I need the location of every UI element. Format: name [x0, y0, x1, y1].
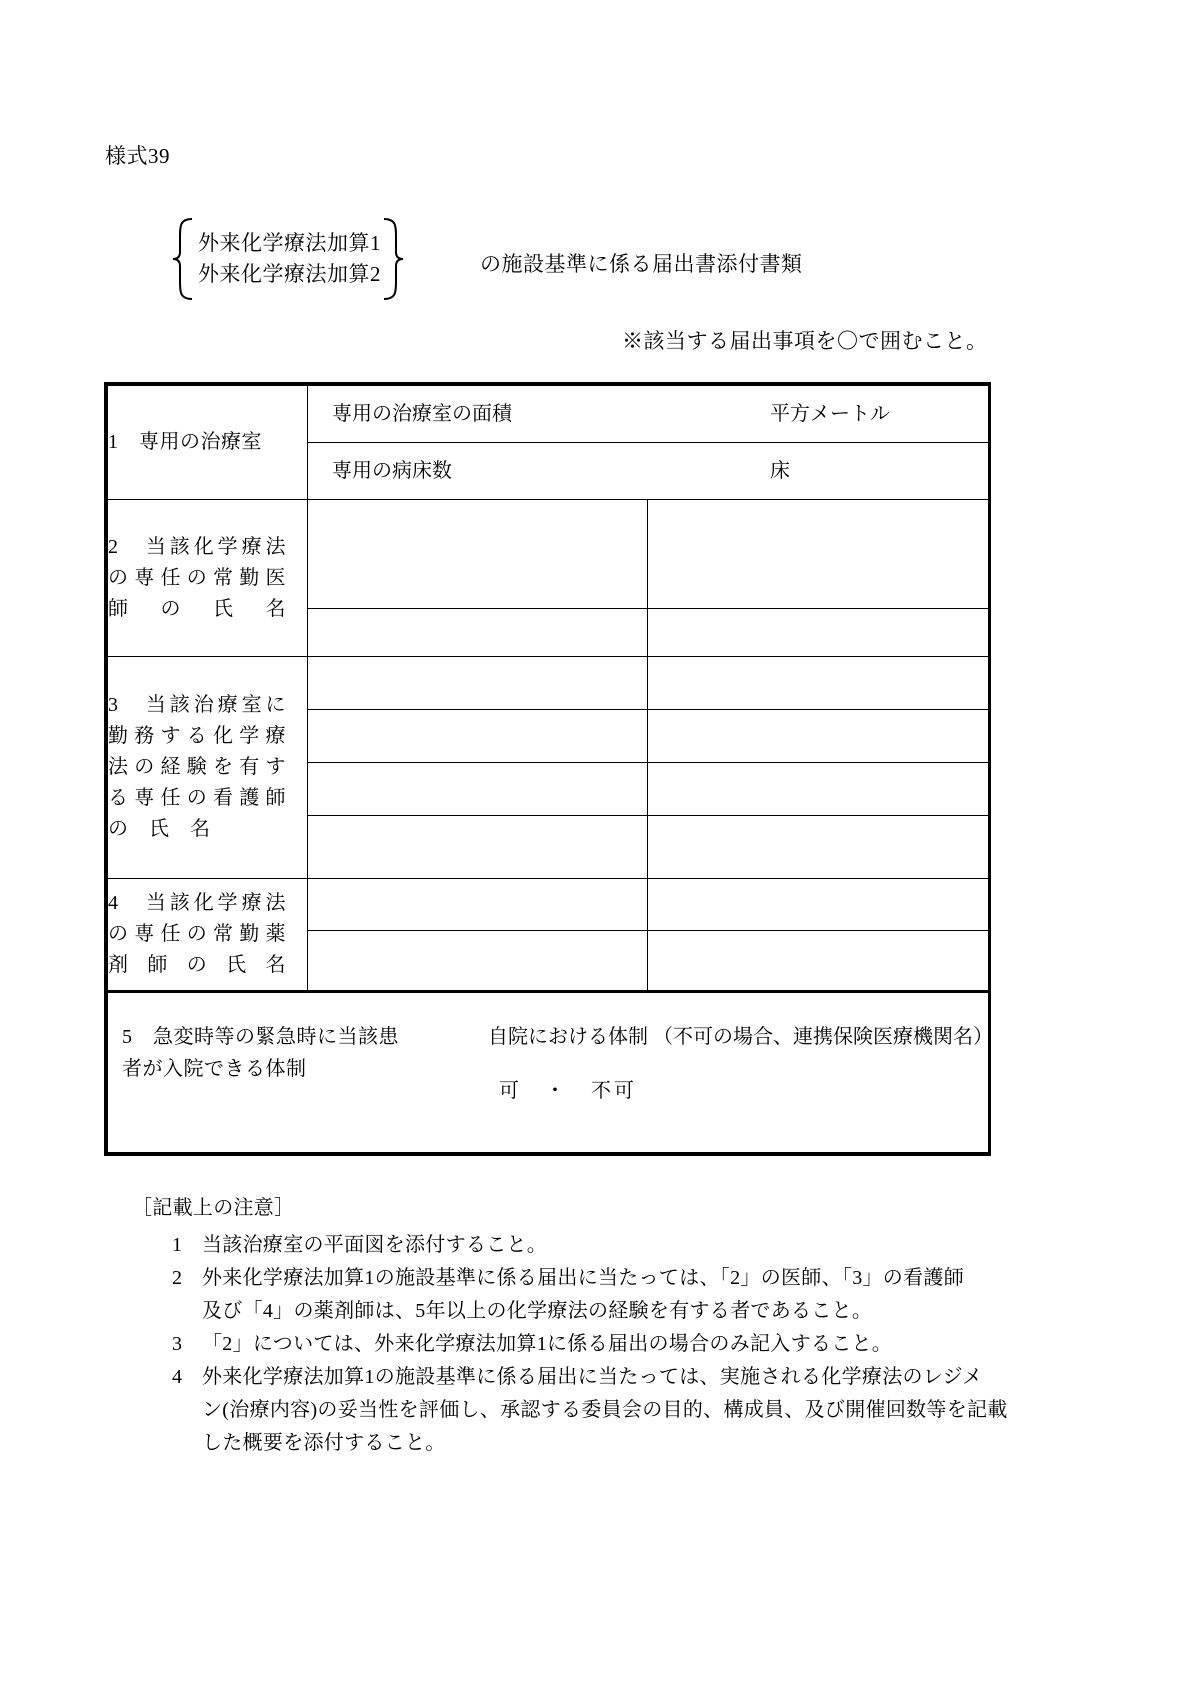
row3-field-right-2[interactable] — [648, 709, 989, 762]
row4-field-left-2[interactable] — [308, 931, 648, 991]
row5-partner-label: （不可の場合、連携保険医療機関名） — [653, 1025, 993, 1048]
row1-beds-unit: 床 — [770, 459, 790, 482]
benefit-options — [198, 228, 398, 290]
table-row — [108, 386, 989, 500]
row1-area-line — [308, 386, 988, 443]
note-line: 「2」については、外来化学療法加算1に係る届出の場合のみ記入すること。 — [202, 1333, 893, 1355]
note-line: 及び「4」の薬剤師は、5年以上の化学療法の経験を有する者であること。 — [202, 1300, 873, 1322]
note-number: 2 — [172, 1267, 183, 1289]
row3-label-line-4: る専任の看護師 — [108, 786, 286, 809]
note-number: 3 — [172, 1333, 183, 1355]
row3-label-line-1: 3 当該治療室に — [108, 693, 286, 716]
note-item — [172, 1229, 1022, 1262]
note-line: した概要を添付すること。 — [202, 1432, 446, 1454]
row5-mid-label: 自院における体制 — [488, 1025, 648, 1048]
row1-beds-line — [308, 443, 988, 499]
facility-standards-table — [104, 382, 991, 1156]
note-line: 当該治療室の平面図を添付すること。 — [202, 1234, 548, 1256]
note-text — [202, 1262, 1022, 1328]
note-text — [202, 1328, 1022, 1361]
notes-title: ［記載上の注意］ — [132, 1197, 295, 1219]
row5-internal-system — [448, 1021, 688, 1107]
note-number: 4 — [172, 1366, 183, 1388]
note-line: 外来化学療法加算1の施設基準に係る届出に当たっては、実施される化学療法のレジメ — [202, 1366, 983, 1388]
row2-label-line-1: 2 当該化学療法 — [108, 535, 286, 558]
row3-field-left-2[interactable] — [308, 709, 648, 762]
row3-label-line-5: の 氏 名 — [108, 817, 211, 840]
row2-label-cell — [108, 499, 308, 656]
note-line: ン(治療内容)の妥当性を評価し、承認する委員会の目的、構成員、及び開催回数等を記載 — [202, 1399, 1008, 1421]
row2-field-right-2[interactable] — [648, 608, 989, 656]
row4-label-line-1: 4 当該化学療法 — [108, 891, 286, 914]
row3-label-line-2: 勤務する化学療 — [108, 724, 286, 747]
form-number: 様式39 — [105, 144, 170, 168]
note-text — [202, 1361, 1022, 1460]
row4-label-line-3: 剤師の氏名 — [108, 953, 286, 976]
row2-label-line-2: の専任の常勤医 — [108, 566, 286, 589]
row5-label — [122, 1021, 399, 1085]
row4-field-right-2[interactable] — [648, 931, 989, 991]
title-tail: の施設基準に係る届出書添付書類 — [480, 252, 803, 276]
row4-label-line-2: の専任の常勤薬 — [108, 922, 286, 945]
row5-cell — [108, 991, 993, 1152]
table-row — [108, 878, 989, 930]
row4-label-cell — [108, 878, 308, 991]
row3-field-left-4[interactable] — [308, 816, 648, 878]
row2-field-right-1[interactable] — [648, 499, 989, 608]
row1-area-unit: 平方メートル — [770, 402, 890, 425]
row3-field-left-3[interactable] — [308, 762, 648, 815]
row4-field-right-1[interactable] — [648, 878, 989, 930]
brace-group — [170, 218, 406, 300]
row2-field-left-1[interactable] — [308, 499, 648, 608]
row3-label-line-3: 法の経験を有す — [108, 755, 286, 778]
circle-instruction-note: ※該当する届出事項を〇で囲むこと。 — [622, 329, 988, 353]
row4-field-left-1[interactable] — [308, 878, 648, 930]
row3-field-left-1[interactable] — [308, 657, 648, 709]
row1-label-cell — [108, 386, 308, 500]
row5-label-line-1: 5 急変時等の緊急時に当該患 — [122, 1025, 399, 1048]
note-item — [172, 1328, 1022, 1361]
note-item — [172, 1262, 1022, 1328]
row3-field-right-1[interactable] — [648, 657, 989, 709]
note-item — [172, 1361, 1022, 1460]
row3-field-right-3[interactable] — [648, 762, 989, 815]
row1-beds-label: 専用の病床数 — [332, 459, 452, 482]
note-line: 外来化学療法加算1の施設基準に係る届出に当たっては、「2」の医師、「3」の看護師 — [202, 1267, 964, 1289]
table-row — [108, 657, 989, 709]
row1-area-label: 専用の治療室の面積 — [332, 402, 512, 425]
row1-label: 1 専用の治療室 — [108, 430, 262, 453]
benefit-option-2: 外来化学療法加算2 — [198, 262, 381, 286]
row5-label-line-2: 者が入院できる体制 — [122, 1057, 307, 1080]
note-text — [202, 1229, 1022, 1262]
row2-label-line-3: 師 の 氏 名 — [108, 597, 286, 620]
table-row — [108, 499, 989, 608]
row5-options[interactable]: 可 ・ 不可 — [499, 1079, 637, 1102]
benefit-option-1: 外来化学療法加算1 — [198, 231, 381, 255]
row2-field-left-2[interactable] — [308, 608, 648, 656]
note-number: 1 — [172, 1234, 183, 1256]
row3-label-cell — [108, 657, 308, 879]
row3-field-right-4[interactable] — [648, 816, 989, 878]
notes-section — [132, 1192, 1022, 1460]
row1-value-cell — [308, 386, 989, 500]
title-block — [170, 218, 406, 300]
table-row — [108, 991, 989, 1152]
